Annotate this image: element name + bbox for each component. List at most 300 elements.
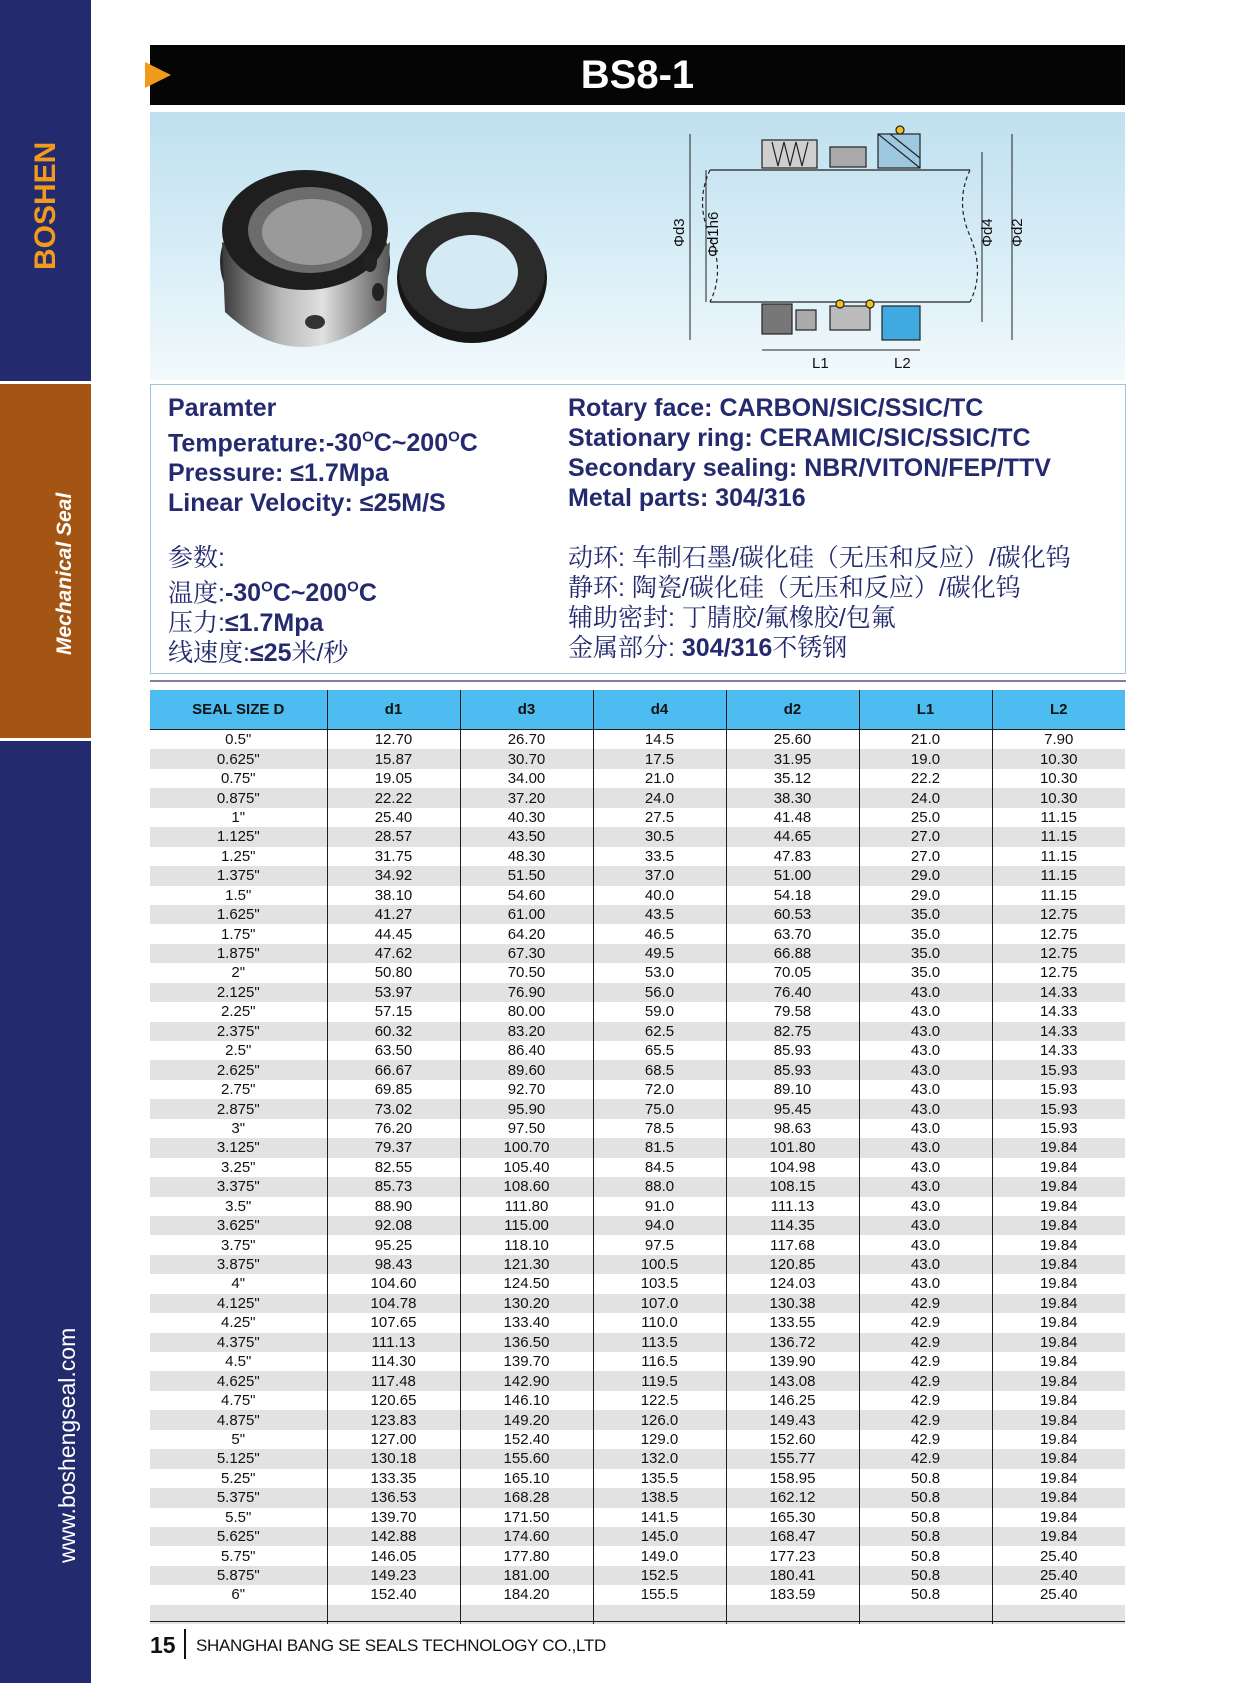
table-cell: 42.9 (859, 1294, 992, 1313)
table-cell: 25.0 (859, 808, 992, 827)
table-cell: 85.93 (726, 1060, 859, 1079)
table-row (150, 1002, 1125, 1021)
table-cell: 146.25 (726, 1391, 859, 1410)
table-cell: 19.84 (992, 1235, 1125, 1254)
table-row (150, 983, 1125, 1002)
temperature-cn-line (168, 573, 377, 608)
footer-divider (184, 1629, 186, 1659)
sidebar-divider (0, 738, 91, 741)
table-cell: 35.0 (859, 963, 992, 982)
table-cell: 50.8 (859, 1508, 992, 1527)
table-cell: 5.625" (150, 1527, 327, 1546)
table-cell: 43.50 (460, 827, 593, 846)
velocity-cn-value: ≤25 (249, 639, 292, 668)
table-row (150, 1060, 1125, 1079)
table-cell: 111.13 (726, 1197, 859, 1216)
table-cell: 51.00 (726, 866, 859, 885)
table-cell: 129.0 (593, 1430, 726, 1449)
table-cell: 79.58 (726, 1002, 859, 1021)
table-cell: 42.9 (859, 1313, 992, 1332)
table-cell: 59.0 (593, 1002, 726, 1021)
table-cell: 117.48 (327, 1371, 460, 1390)
table-cell: 181.00 (460, 1566, 593, 1585)
stationary-cn-line: 静环: 陶瓷/碳化硅（无压和反应）/碳化钨 (568, 574, 1021, 602)
table-cell: 130.20 (460, 1294, 593, 1313)
table-cell: 7.90 (992, 730, 1125, 750)
table-cell: 22.22 (327, 788, 460, 807)
table-cell: 50.8 (859, 1469, 992, 1488)
table-row (150, 1274, 1125, 1293)
table-row (150, 1469, 1125, 1488)
table-cell: 94.0 (593, 1216, 726, 1235)
table-cell: 19.84 (992, 1197, 1125, 1216)
table-cell: 19.05 (327, 769, 460, 788)
table-cell: 72.0 (593, 1080, 726, 1099)
table-cell: 155.5 (593, 1585, 726, 1604)
table-cell: 138.5 (593, 1488, 726, 1507)
table-cell: 26.70 (460, 730, 593, 750)
table-row (150, 924, 1125, 943)
table-row (150, 769, 1125, 788)
temperature-cn-label: 温度: (168, 579, 225, 608)
table-cell: 2.625" (150, 1060, 327, 1079)
table-cell: 43.0 (859, 1274, 992, 1293)
table-cell: 119.5 (593, 1371, 726, 1390)
table-cell: 133.35 (327, 1469, 460, 1488)
table-cell: 3.75" (150, 1235, 327, 1254)
table-cell: 171.50 (460, 1508, 593, 1527)
table-cell: 53.97 (327, 983, 460, 1002)
table-cell: 19.84 (992, 1449, 1125, 1468)
table-cell: 43.0 (859, 1099, 992, 1118)
metal-cn-value: 304/316 (681, 634, 773, 662)
table-row (150, 1333, 1125, 1352)
table-cell: 30.5 (593, 827, 726, 846)
table-row (150, 847, 1125, 866)
table-cell: 92.70 (460, 1080, 593, 1099)
table-row (150, 1371, 1125, 1390)
velocity-line: Linear Velocity: ≤25M/S (168, 489, 446, 518)
table-cell: 1.875" (150, 944, 327, 963)
table-row (150, 1449, 1125, 1468)
table-cell: 104.98 (726, 1158, 859, 1177)
table-cell: 15.93 (992, 1119, 1125, 1138)
table-cell: 35.0 (859, 944, 992, 963)
table-cell: 43.0 (859, 1255, 992, 1274)
table-row (150, 1566, 1125, 1585)
table-cell: 4.875" (150, 1410, 327, 1429)
table-cell: 91.0 (593, 1197, 726, 1216)
table-cell: 27.0 (859, 847, 992, 866)
table-cell: 2.125" (150, 983, 327, 1002)
table-cell: 54.18 (726, 886, 859, 905)
stationary-ring-line: Stationary ring: CERAMIC/SIC/SSIC/TC (568, 424, 1031, 452)
table-cell: 98.63 (726, 1119, 859, 1138)
table-cell: 0.75" (150, 769, 327, 788)
table-cell: 37.0 (593, 866, 726, 885)
table-cell: 149.23 (327, 1566, 460, 1585)
table-cell: 11.15 (992, 886, 1125, 905)
table-cell: 107.0 (593, 1294, 726, 1313)
product-picture-band (150, 112, 1125, 380)
table-row (150, 866, 1125, 885)
table-cell: 111.80 (460, 1197, 593, 1216)
table-cell: 66.67 (327, 1060, 460, 1079)
table-cell: 43.0 (859, 1158, 992, 1177)
table-cell: 97.5 (593, 1235, 726, 1254)
table-cell: 14.33 (992, 1041, 1125, 1060)
table-row (150, 730, 1125, 750)
table-cell: 76.40 (726, 983, 859, 1002)
table-cell: 35.12 (726, 769, 859, 788)
table-row (150, 886, 1125, 905)
table-cell: 165.30 (726, 1508, 859, 1527)
table-cell: 62.5 (593, 1022, 726, 1041)
table-row (150, 1119, 1125, 1138)
table-cell: 42.9 (859, 1430, 992, 1449)
table-cell: 19.84 (992, 1158, 1125, 1177)
table-cell: 89.10 (726, 1080, 859, 1099)
table-row (150, 1080, 1125, 1099)
table-cell: 146.10 (460, 1391, 593, 1410)
section-label: Mechanical Seal (53, 492, 76, 655)
params-heading: Paramter (168, 394, 277, 422)
table-cell: 44.45 (327, 924, 460, 943)
table-cell: 29.0 (859, 866, 992, 885)
table-cell: 89.60 (460, 1060, 593, 1079)
table-cell: 126.0 (593, 1410, 726, 1429)
table-cell: 82.55 (327, 1158, 460, 1177)
table-cell: 25.60 (726, 730, 859, 750)
table-cell: 117.68 (726, 1235, 859, 1254)
table-cell: 70.05 (726, 963, 859, 982)
table-cell: 19.84 (992, 1255, 1125, 1274)
table-row (150, 1585, 1125, 1604)
table-cell: 5.25" (150, 1469, 327, 1488)
table-row (150, 788, 1125, 807)
table-cell: 14.33 (992, 1022, 1125, 1041)
table-cell: 19.84 (992, 1371, 1125, 1390)
params-cn (168, 543, 377, 668)
table-cell: 2.875" (150, 1099, 327, 1118)
table-cell: 120.85 (726, 1255, 859, 1274)
table-cell: 43.0 (859, 1138, 992, 1157)
table-cell: 19.0 (859, 749, 992, 768)
table-cell: 142.88 (327, 1527, 460, 1546)
table-cell: 53.0 (593, 963, 726, 982)
stationary-ring-photo (397, 212, 547, 343)
table-cell: 174.60 (460, 1527, 593, 1546)
table-cell: 4.25" (150, 1313, 327, 1332)
table-cell: 152.40 (460, 1430, 593, 1449)
sidebar-section-band (0, 384, 91, 738)
table-cell: 40.30 (460, 808, 593, 827)
table-cell: 115.00 (460, 1216, 593, 1235)
table-cell: 35.0 (859, 924, 992, 943)
table-cell: 3.5" (150, 1197, 327, 1216)
table-cell: 14.5 (593, 730, 726, 750)
table-cell: 25.40 (992, 1546, 1125, 1565)
page-title: BS8-1 (580, 53, 695, 97)
table-row (150, 963, 1125, 982)
table-cell: 85.73 (327, 1177, 460, 1196)
table-cell: 2.75" (150, 1080, 327, 1099)
table-cell: 19.84 (992, 1352, 1125, 1371)
table-row (150, 1527, 1125, 1546)
secondary-sealing-line: Secondary sealing: NBR/VITON/FEP/TTV (568, 454, 1051, 482)
table-cell: 22.2 (859, 769, 992, 788)
table-cell: 113.5 (593, 1333, 726, 1352)
table-cell: 177.80 (460, 1546, 593, 1565)
table-cell: 98.43 (327, 1255, 460, 1274)
table-cell: 78.5 (593, 1119, 726, 1138)
table-cell: 10.30 (992, 788, 1125, 807)
table-cell: 11.15 (992, 827, 1125, 846)
boshen-logo (10, 142, 80, 272)
table-cell: 183.59 (726, 1585, 859, 1604)
table-cell: 70.50 (460, 963, 593, 982)
table-cell: 42.9 (859, 1371, 992, 1390)
table-cell: 50.8 (859, 1566, 992, 1585)
table-cell: 84.5 (593, 1158, 726, 1177)
table-cell: 110.0 (593, 1313, 726, 1332)
table-cell: 41.27 (327, 905, 460, 924)
table-cell: 149.20 (460, 1410, 593, 1429)
table-cell: 50.80 (327, 963, 460, 982)
table-cell: 104.78 (327, 1294, 460, 1313)
table-cell: 79.37 (327, 1138, 460, 1157)
table-cell: 19.84 (992, 1294, 1125, 1313)
table-cell: 19.84 (992, 1527, 1125, 1546)
table-cell: 124.50 (460, 1274, 593, 1293)
table-cell: 41.48 (726, 808, 859, 827)
table-cell: 101.80 (726, 1138, 859, 1157)
table-cell: 2.5" (150, 1041, 327, 1060)
table-cell: 1" (150, 808, 327, 827)
table-cell: 19.84 (992, 1488, 1125, 1507)
table-row (150, 1313, 1125, 1332)
table-cell: 24.0 (593, 788, 726, 807)
table-cell: 139.90 (726, 1352, 859, 1371)
table-cell: 114.30 (327, 1352, 460, 1371)
metal-parts-line: Metal parts: 304/316 (568, 484, 806, 512)
table-cell: 130.18 (327, 1449, 460, 1468)
table-cell: 29.0 (859, 886, 992, 905)
table-cell: 12.75 (992, 905, 1125, 924)
table-cell: 5.375" (150, 1488, 327, 1507)
table-cell: 5.5" (150, 1508, 327, 1527)
table-cell: 43.0 (859, 1022, 992, 1041)
table-cell: 38.10 (327, 886, 460, 905)
table-cell: 121.30 (460, 1255, 593, 1274)
table-cell: 66.88 (726, 944, 859, 963)
table-cell: 50.8 (859, 1546, 992, 1565)
table-cell: 86.40 (460, 1041, 593, 1060)
table-cell: 165.10 (460, 1469, 593, 1488)
table-cell: 5" (150, 1430, 327, 1449)
table-cell: 43.0 (859, 983, 992, 1002)
table-cell: 118.10 (460, 1235, 593, 1254)
table-cell: 37.20 (460, 788, 593, 807)
table-cell: 43.0 (859, 1197, 992, 1216)
table-cell: 122.5 (593, 1391, 726, 1410)
table-cell: 0.875" (150, 788, 327, 807)
table-cell: 47.83 (726, 847, 859, 866)
table-cell: 6" (150, 1585, 327, 1604)
table-cell: 168.28 (460, 1488, 593, 1507)
params-en (168, 393, 478, 518)
table-cell: 123.83 (327, 1410, 460, 1429)
table-cell: 4" (150, 1274, 327, 1293)
table-cell: 12.70 (327, 730, 460, 750)
table-row (150, 808, 1125, 827)
table-cell: 136.53 (327, 1488, 460, 1507)
velocity-cn-unit: 米/秒 (291, 639, 349, 668)
column-header: d1 (327, 690, 460, 730)
table-cell: 95.90 (460, 1099, 593, 1118)
table-row (150, 1177, 1125, 1196)
table-cell: 19.84 (992, 1274, 1125, 1293)
table-cell: 47.62 (327, 944, 460, 963)
table-cell: 162.12 (726, 1488, 859, 1507)
table-cell: 43.0 (859, 1216, 992, 1235)
table-cell: 152.5 (593, 1566, 726, 1585)
table-cell: 108.15 (726, 1177, 859, 1196)
seal-size-table (150, 690, 1125, 1624)
dim-l2-label: L2 (894, 355, 911, 372)
table-cell: 63.50 (327, 1041, 460, 1060)
table-cell: 24.0 (859, 788, 992, 807)
table-cell: 60.53 (726, 905, 859, 924)
table-cell: 133.40 (460, 1313, 593, 1332)
table-cell: 42.9 (859, 1449, 992, 1468)
table-cell: 19.84 (992, 1410, 1125, 1429)
table-cell: 88.90 (327, 1197, 460, 1216)
table-cell: 43.0 (859, 1080, 992, 1099)
table-cell: 92.08 (327, 1216, 460, 1235)
table-cell: 132.0 (593, 1449, 726, 1468)
table-cell: 97.50 (460, 1119, 593, 1138)
table-row (150, 1022, 1125, 1041)
column-header: SEAL SIZE D (150, 690, 327, 730)
table-cell: 44.65 (726, 827, 859, 846)
table-cell: 42.9 (859, 1410, 992, 1429)
secondary-cn-line: 辅助密封: 丁腈胶/氟橡胶/包氟 (568, 604, 896, 632)
pressure-cn-line (168, 608, 377, 638)
table-cell: 146.05 (327, 1546, 460, 1565)
table-cell: 73.02 (327, 1099, 460, 1118)
table-cell: 149.43 (726, 1410, 859, 1429)
rotary-cn-line: 动环: 车制石墨/碳化硅（无压和反应）/碳化钨 (568, 544, 1071, 572)
table-cell: 152.60 (726, 1430, 859, 1449)
table-cell: 4.125" (150, 1294, 327, 1313)
table-cell: 2" (150, 963, 327, 982)
table-cell: 19.84 (992, 1333, 1125, 1352)
table-cell: 64.20 (460, 924, 593, 943)
table-cell: 139.70 (327, 1508, 460, 1527)
page-number: 15 (150, 1632, 176, 1658)
table-row (150, 1488, 1125, 1507)
dim-d4-label: Φd4 (979, 218, 996, 247)
table-cell: 5.75" (150, 1546, 327, 1565)
table-cell: 56.0 (593, 983, 726, 1002)
table-cell: 83.20 (460, 1022, 593, 1041)
table-cell: 104.60 (327, 1274, 460, 1293)
table-cell: 107.65 (327, 1313, 460, 1332)
temperature-cn-value: $-30^OC\sim 200^OC$ (224, 579, 377, 608)
table-cell: 15.93 (992, 1060, 1125, 1079)
table-cell: 27.5 (593, 808, 726, 827)
table-cell: 4.5" (150, 1352, 327, 1371)
table-cell: 11.15 (992, 866, 1125, 885)
table-cell: 4.375" (150, 1333, 327, 1352)
dim-d2-label: Φd2 (1009, 218, 1026, 247)
table-cell: 33.5 (593, 847, 726, 866)
table-row (150, 1158, 1125, 1177)
table-row (150, 1041, 1125, 1060)
table-cell: 108.60 (460, 1177, 593, 1196)
table-cell: 60.32 (327, 1022, 460, 1041)
seal-body-photo (220, 170, 390, 347)
table-cell: 149.0 (593, 1546, 726, 1565)
table-cell: 19.84 (992, 1508, 1125, 1527)
website-link[interactable]: www.boshengseal.com (54, 1327, 80, 1563)
table-cell: 1.125" (150, 827, 327, 846)
product-illustration (150, 112, 1125, 380)
pressure-cn-value: ≤1.7Mpa (224, 609, 324, 638)
table-cell: 67.30 (460, 944, 593, 963)
table-cell: 25.40 (992, 1585, 1125, 1604)
column-header: d2 (726, 690, 859, 730)
metal-cn-suffix: 不锈钢 (772, 634, 848, 662)
table-cell: 43.0 (859, 1041, 992, 1060)
table-cell: 180.41 (726, 1566, 859, 1585)
table-cell: 100.5 (593, 1255, 726, 1274)
table-cell: 35.0 (859, 905, 992, 924)
technical-drawing (690, 126, 1012, 350)
table-cell: 1.625" (150, 905, 327, 924)
table-cell: 11.15 (992, 847, 1125, 866)
table-row (150, 749, 1125, 768)
table-cell: 145.0 (593, 1527, 726, 1546)
table-cell: 43.5 (593, 905, 726, 924)
temperature-label: Temperature: (168, 429, 326, 458)
table-cell: 15.87 (327, 749, 460, 768)
table-cell: 75.0 (593, 1099, 726, 1118)
table-body (150, 730, 1125, 1625)
table-cell: 177.23 (726, 1546, 859, 1565)
table-cell: 114.35 (726, 1216, 859, 1235)
table-cell: 1.5" (150, 886, 327, 905)
table-cell: 135.5 (593, 1469, 726, 1488)
table-cell: 48.30 (460, 847, 593, 866)
table-cell: 130.38 (726, 1294, 859, 1313)
table-cell: 2.375" (150, 1022, 327, 1041)
table-row (150, 1255, 1125, 1274)
table-cell: 3.875" (150, 1255, 327, 1274)
metal-cn-label: 金属部分: (568, 634, 675, 662)
table-cell: 42.9 (859, 1333, 992, 1352)
table-cell: 14.33 (992, 1002, 1125, 1021)
table-cell: 155.60 (460, 1449, 593, 1468)
table-cell: 31.75 (327, 847, 460, 866)
table-cell: 19.84 (992, 1391, 1125, 1410)
table-header-row (150, 690, 1125, 730)
table-cell: 3.25" (150, 1158, 327, 1177)
table-cell: 4.75" (150, 1391, 327, 1410)
table-cell: 43.0 (859, 1235, 992, 1254)
table-row (150, 944, 1125, 963)
